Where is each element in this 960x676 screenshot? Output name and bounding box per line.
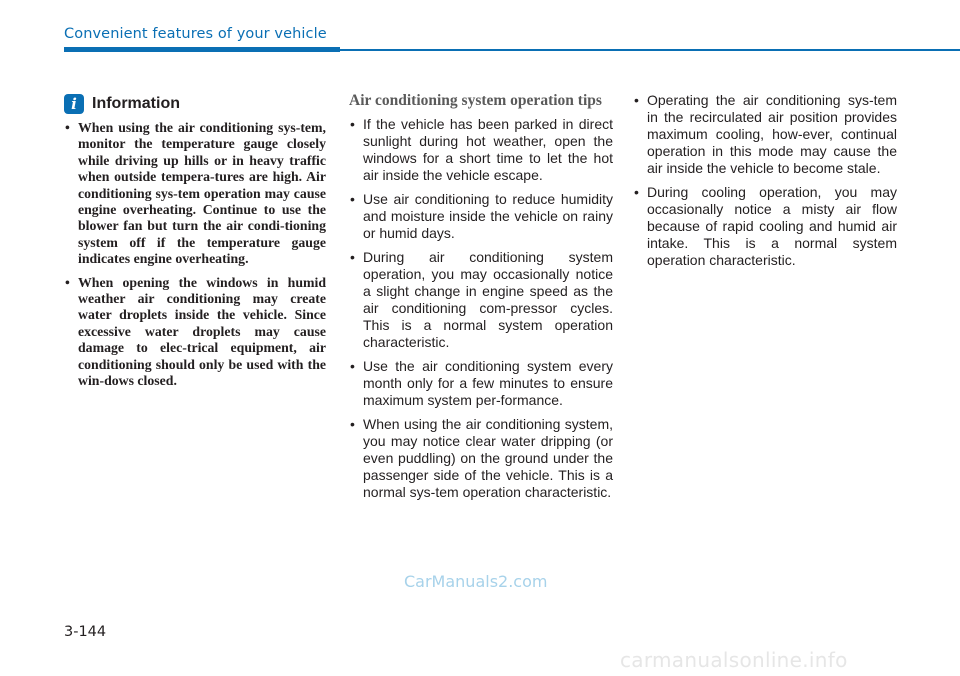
list-item-text: If the vehicle has been parked in direct sunlight during hot weather, open the windows for a short time to let the hot air inside the vehicle escape. bbox=[363, 116, 613, 183]
list-item bbox=[349, 116, 613, 184]
header-rule-thin bbox=[340, 49, 960, 51]
page-number: 3-144 bbox=[64, 624, 107, 640]
list-item-text: When using the air conditioning system, you may notice clear water dripping (or even puddling) on the ground under the passenger side of the vehicle. This is a normal sys-tem operation characteristic. bbox=[363, 416, 613, 500]
list-item bbox=[349, 416, 613, 501]
section-title: Air conditioning system operation tips bbox=[349, 92, 602, 109]
list-item bbox=[633, 184, 897, 269]
bullet: • bbox=[350, 416, 355, 432]
page-header-title: Convenient features of your vehicle bbox=[64, 26, 327, 42]
bullet: • bbox=[634, 92, 639, 108]
bullet: • bbox=[350, 358, 355, 374]
carmanuals-watermark-link[interactable]: CarManuals2.com bbox=[404, 572, 548, 591]
list-item bbox=[64, 120, 326, 268]
list-item-text: During air conditioning system operation, you may occasionally notice a slight change in engine speed as the air conditioning com-pressor cycles. This is a normal system operation characteristic. bbox=[363, 249, 613, 350]
right-list bbox=[633, 92, 897, 269]
list-item-text: When using the air conditioning sys-tem, monitor the temperature gauge closely while driving up hills or in heavy traffic when outside tempera-tures are high. Air conditioning sys-tem operation may cause engine overheating. Continue to use the blower fan but turn the air condi-tioning system off if the temperature gauge indicates engine overheating. bbox=[78, 120, 326, 267]
bullet: • bbox=[634, 184, 639, 200]
right-column bbox=[633, 92, 897, 276]
list-item-text: Use air conditioning to reduce humidity and moisture inside the vehicle on rainy or humid days. bbox=[363, 191, 613, 241]
list-item bbox=[349, 358, 613, 409]
information-title: Information bbox=[92, 95, 180, 112]
list-item bbox=[633, 92, 897, 177]
bullet: • bbox=[350, 116, 355, 132]
list-item bbox=[349, 191, 613, 242]
list-item-text: Operating the air conditioning sys-tem in the recirculated air position provides maximum cooling, how-ever, continual operation in this mode may cause the air inside the vehicle to become stale. bbox=[647, 92, 897, 176]
bullet: • bbox=[350, 249, 355, 265]
list-item bbox=[349, 249, 613, 351]
tips-column bbox=[349, 92, 613, 508]
list-item-text: When opening the windows in humid weather air conditioning may create water droplets inside the vehicle. Since excessive water droplets may cause damage to elec-trical equipment, air conditioning should only be used with the win-dows closed. bbox=[78, 274, 326, 389]
list-item bbox=[64, 275, 326, 390]
information-heading bbox=[64, 94, 326, 114]
bullet: • bbox=[65, 120, 70, 135]
list-item-text: During cooling operation, you may occasionally notice a misty air flow because of rapid cooling and humid air intake. This is a normal system operation characteristic. bbox=[647, 184, 897, 268]
information-column bbox=[64, 92, 326, 397]
header-rule-thick bbox=[64, 47, 340, 52]
footer-watermark: carmanualsonline.info bbox=[620, 648, 848, 672]
information-list bbox=[64, 120, 326, 390]
list-item-text: Use the air conditioning system every month only for a few minutes to ensure maximum system per-formance. bbox=[363, 358, 613, 408]
bullet: • bbox=[350, 191, 355, 207]
bullet: • bbox=[65, 274, 70, 290]
tips-list bbox=[349, 116, 613, 501]
info-icon: i bbox=[64, 94, 84, 114]
